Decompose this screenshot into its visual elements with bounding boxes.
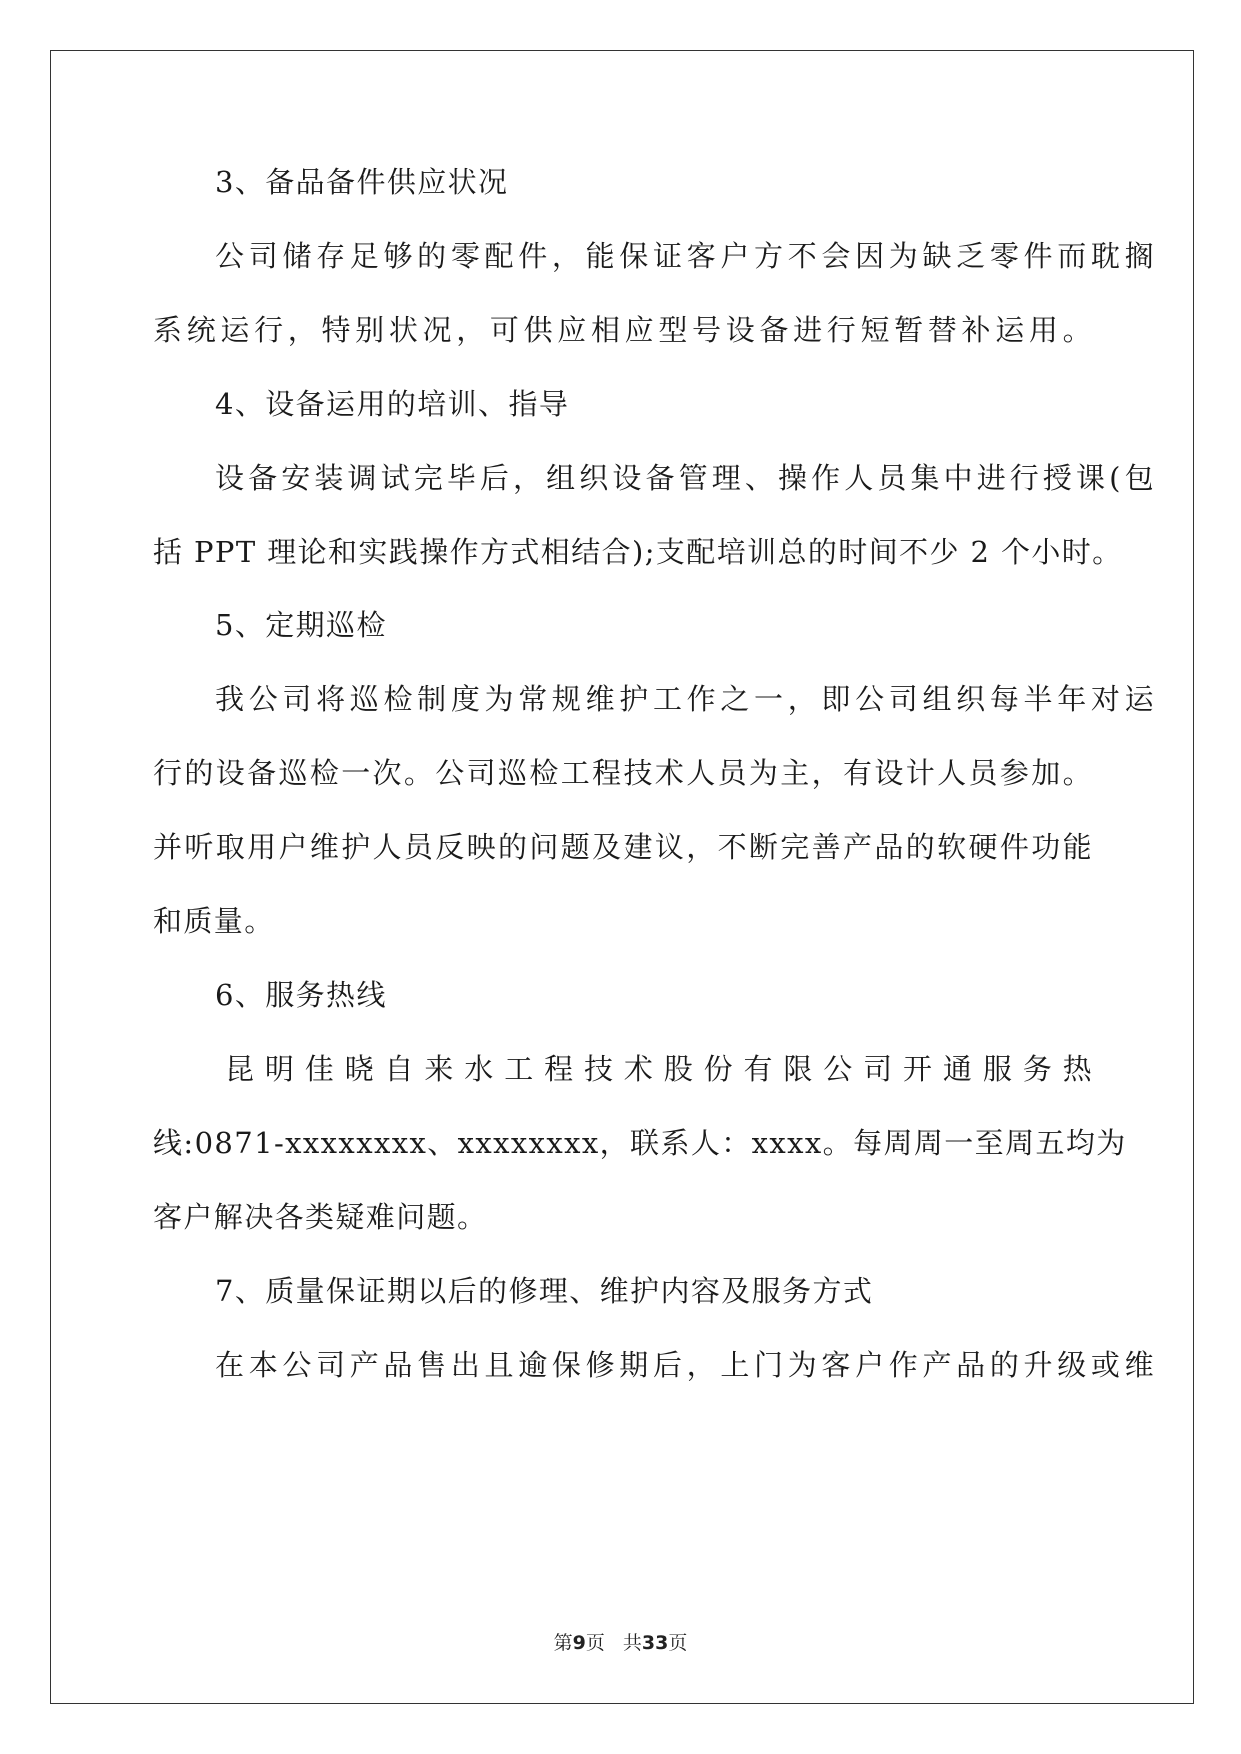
paragraph-line: 设备安装调试完毕后，组织设备管理、操作人员集中进行授课(包 [215,461,1155,495]
paragraph-line: 线:0871-xxxxxxxx、xxxxxxxx，联系人：xxxx。每周周一至周五均为 [153,1126,1127,1160]
page-border [50,50,1194,1704]
page-number: 9 [572,1632,586,1654]
paragraph-line: 公司储存足够的零配件，能保证客户方不会因为缺乏零件而耽搁 [215,239,1155,273]
section-heading-4: 4、设备运用的培训、指导 [215,387,570,421]
total-pages: 33 [641,1632,669,1654]
paragraph-line: 客户解决各类疑难问题。 [153,1200,488,1234]
paragraph-line: 在本公司产品售出且逾保修期后，上门为客户作产品的升级或维 [215,1348,1155,1382]
paragraph-line: 和质量。 [153,904,275,938]
paragraph-line: 行的设备巡检一次。公司巡检工程技术人员为主，有设计人员参加。 [153,756,1093,790]
paragraph-line: 昆明佳晓自来水工程技术股份有限公司开通服务热 [225,1052,1093,1086]
section-heading-7: 7、质量保证期以后的修理、维护内容及服务方式 [215,1274,874,1308]
section-heading-5: 5、定期巡检 [215,608,387,642]
paragraph-line: 并听取用户维护人员反映的问题及建议，不断完善产品的软硬件功能 [153,830,1093,864]
footer-prefix: 第 [553,1632,573,1654]
paragraph-line: 括 PPT 理论和实践操作方式相结合);支配培训总的时间不少 2 个小时。 [153,535,1123,569]
page-footer [0,1631,1241,1655]
footer-page-suffix: 页 [585,1632,605,1654]
section-heading-3: 3、备品备件供应状况 [215,165,509,199]
footer-total-suffix: 页 [668,1632,688,1654]
paragraph-line: 系统运行，特别状况，可供应相应型号设备进行短暂替补运用。 [153,313,1093,347]
footer-total-prefix: 共 [622,1632,642,1654]
section-heading-6: 6、服务热线 [215,978,387,1012]
paragraph-line: 我公司将巡检制度为常规维护工作之一，即公司组织每半年对运 [215,682,1155,716]
